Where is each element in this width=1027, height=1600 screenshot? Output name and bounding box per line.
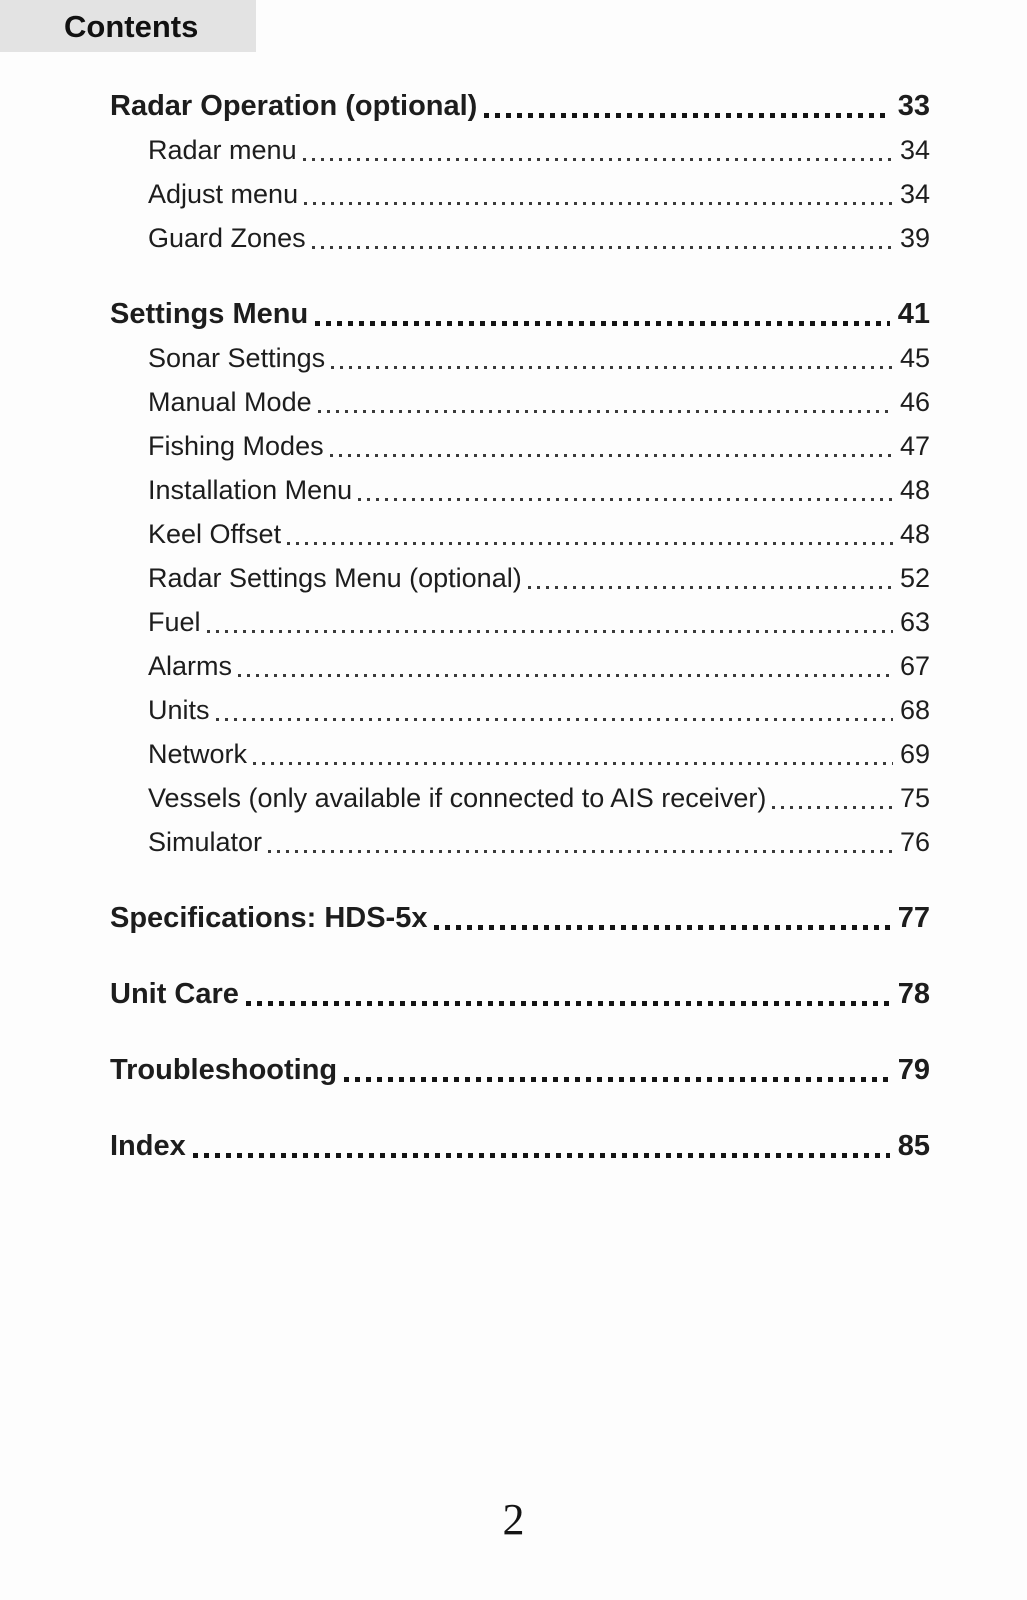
- toc-entry: [110, 644, 930, 688]
- dot-leader: [238, 674, 893, 677]
- dot-leader: [331, 366, 893, 369]
- dot-leader: [358, 498, 893, 501]
- dot-leader: [303, 158, 893, 161]
- toc-entry: [110, 292, 930, 336]
- footer-page-number: 2: [502, 1495, 525, 1544]
- table-of-contents: [110, 84, 930, 1168]
- dot-leader: [318, 410, 893, 413]
- dot-leader: [344, 1077, 890, 1082]
- toc-entry-label: Manual Mode: [148, 387, 312, 417]
- toc-entry-page: 41: [897, 298, 930, 330]
- dot-leader: [434, 925, 889, 930]
- toc-entry-page: 34: [899, 179, 930, 209]
- dot-leader: [216, 718, 893, 721]
- dot-leader: [484, 113, 889, 118]
- toc-entry-label: Fuel: [148, 607, 201, 637]
- toc-entry-label: Keel Offset: [148, 519, 282, 549]
- toc-entry-label: Alarms: [148, 651, 233, 681]
- toc-entry-label: Guard Zones: [148, 223, 306, 253]
- toc-entry: [110, 216, 930, 260]
- toc-entry-page: 52: [899, 563, 930, 593]
- toc-entry-label: Vessels (only available if connected to AIS receiver): [148, 783, 767, 813]
- toc-entry-label: Installation Menu: [148, 475, 353, 505]
- dot-leader: [246, 1001, 890, 1006]
- toc-entry: [110, 468, 930, 512]
- dot-leader: [268, 850, 893, 853]
- toc-entry-page: 77: [897, 902, 930, 934]
- toc-entry-label: Sonar Settings: [148, 343, 326, 373]
- toc-entry: [110, 512, 930, 556]
- toc-entry-page: 75: [899, 783, 930, 813]
- dot-leader: [207, 630, 893, 633]
- toc-entry: [110, 84, 930, 128]
- toc-entry-page: 85: [897, 1130, 930, 1162]
- dot-leader: [315, 321, 890, 326]
- toc-entry: [110, 820, 930, 864]
- toc-entry-page: 39: [899, 223, 930, 253]
- dot-leader: [193, 1153, 890, 1158]
- toc-entry-label: Simulator: [148, 827, 263, 857]
- toc-entry-page: 46: [899, 387, 930, 417]
- toc-entry-page: 33: [897, 90, 930, 122]
- toc-entry-page: 76: [899, 827, 930, 857]
- page-title: Contents: [64, 9, 199, 44]
- toc-entry: [110, 732, 930, 776]
- toc-entry: [110, 172, 930, 216]
- toc-entry: [110, 556, 930, 600]
- toc-entry-label: Network: [148, 739, 248, 769]
- toc-entry: [110, 128, 930, 172]
- toc-entry: [110, 336, 930, 380]
- toc-entry: [110, 1048, 930, 1092]
- toc-entry: [110, 776, 930, 820]
- toc-entry-label: Radar Operation (optional): [110, 90, 478, 122]
- toc-entry-page: 48: [899, 519, 930, 549]
- toc-entry-page: 34: [899, 135, 930, 165]
- toc-entry: [110, 688, 930, 732]
- toc-entry-label: Index: [110, 1130, 186, 1162]
- dot-leader: [253, 762, 893, 765]
- toc-entry-label: Radar menu: [148, 135, 297, 165]
- dot-leader: [304, 202, 893, 205]
- toc-entry-label: Troubleshooting: [110, 1054, 338, 1086]
- dot-leader: [287, 542, 893, 545]
- dot-leader: [528, 586, 893, 589]
- toc-entry-page: 48: [899, 475, 930, 505]
- dot-leader: [772, 806, 893, 809]
- toc-entry: [110, 600, 930, 644]
- contents-header-box: [0, 0, 256, 52]
- toc-entry: [110, 1124, 930, 1168]
- toc-entry-page: 68: [899, 695, 930, 725]
- toc-entry-page: 69: [899, 739, 930, 769]
- toc-entry-page: 45: [899, 343, 930, 373]
- toc-entry-label: Unit Care: [110, 978, 239, 1010]
- toc-entry-label: Specifications: HDS-5x: [110, 902, 428, 934]
- toc-entry-label: Fishing Modes: [148, 431, 324, 461]
- toc-entry-page: 47: [899, 431, 930, 461]
- toc-entry-label: Radar Settings Menu (optional): [148, 563, 522, 593]
- toc-entry-label: Adjust menu: [148, 179, 299, 209]
- toc-entry: [110, 424, 930, 468]
- toc-entry: [110, 972, 930, 1016]
- toc-entry-label: Units: [148, 695, 210, 725]
- toc-entry-page: 67: [899, 651, 930, 681]
- toc-entry-label: Settings Menu: [110, 298, 309, 330]
- toc-entry-page: 63: [899, 607, 930, 637]
- toc-entry: [110, 896, 930, 940]
- dot-leader: [330, 454, 893, 457]
- toc-entry-page: 78: [897, 978, 930, 1010]
- dot-leader: [312, 246, 893, 249]
- toc-entry-page: 79: [897, 1054, 930, 1086]
- toc-entry: [110, 380, 930, 424]
